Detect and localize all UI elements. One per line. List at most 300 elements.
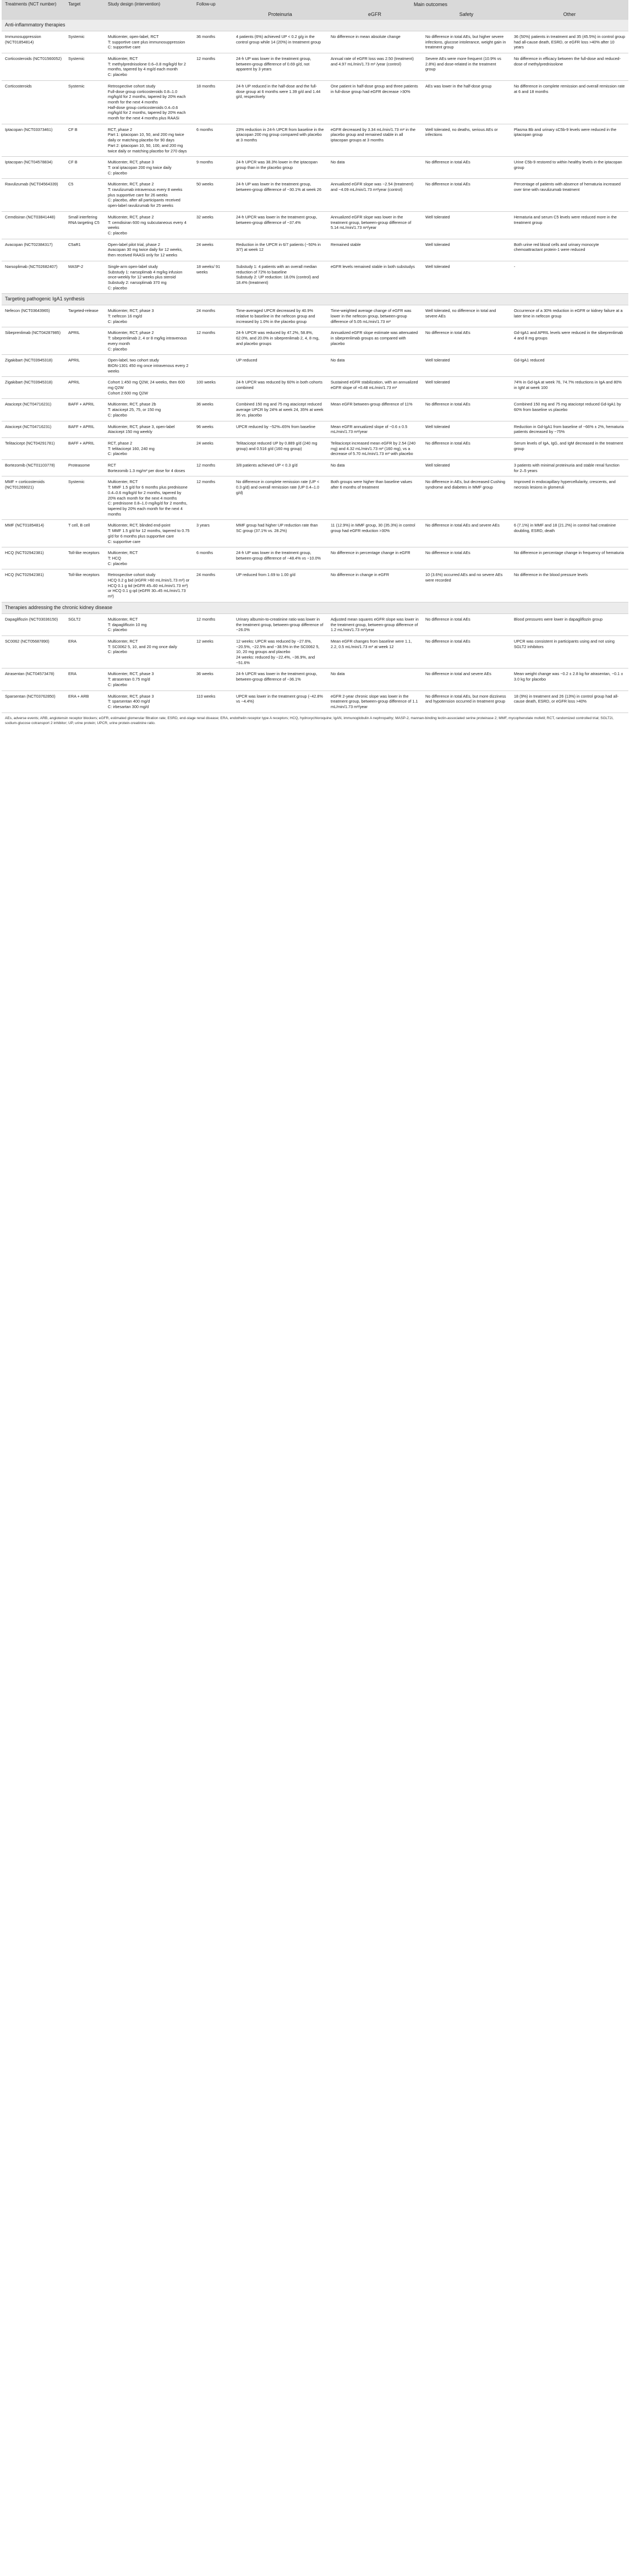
cell-line: Annualized eGFR slope was −2.54 (treatment) and −4.09 mL/min/1.73 m²/year (control) [331, 182, 414, 193]
cell-treatment [2, 31, 65, 53]
cell-line: Systemic [68, 479, 85, 485]
cell-line: 24-h UPCR was lower in the treatment group, between-group difference of −37.4% [236, 214, 317, 225]
cell-other [511, 305, 628, 327]
table-row [2, 53, 628, 81]
cell-safety [422, 261, 511, 294]
cell-line: Well tolerated [425, 214, 450, 220]
cell-line: Remained stable [331, 242, 361, 247]
cell-treatment [2, 690, 65, 712]
cell-egfr [327, 261, 422, 294]
cell-line: Telitacicept (NCT04291781) [5, 440, 55, 446]
cell-line: 32 weeks [196, 214, 213, 220]
cell-line: Blood pressures were lower in dapagliflozin group [514, 616, 603, 622]
cell-follow-up [193, 124, 233, 157]
cell-safety [422, 355, 511, 377]
cell-study-design [105, 399, 193, 421]
cell-treatment [2, 399, 65, 421]
cell-line: 24-h UPCR was reduced by 47.2%, 58.8%, 62.0%, and 20.0% in sibeprenlimab 2, 4, 8 mg, and placebo groups [236, 330, 320, 346]
cell-line: T: atrasentan 0.75 mg/d [108, 677, 150, 682]
cell-line: Mean eGFR annualized slope of −0.6 ± 0.5 mL/min/1.73 m²/year [331, 424, 408, 435]
cell-other [511, 157, 628, 179]
cell-line: Multicenter, RCT, phase 2 [108, 330, 154, 336]
cell-line: Reduction in Gd-IgA1 from baseline of ~66% ± 2%, hematuria patients decreased by ~75% [514, 424, 624, 435]
cell-line: Atacicept 150 mg weekly [108, 429, 152, 435]
cell-line: T: atacicept 25, 75, or 150 mg [108, 407, 161, 413]
cell-line: Gd-IgA1 reduced [514, 358, 545, 363]
cell-line: C5aR1 [68, 242, 81, 247]
cell-study-design [105, 157, 193, 179]
cell-line: ERA + ARB [68, 693, 89, 699]
cell-line: RCT [108, 463, 116, 468]
cell-other [511, 569, 628, 602]
cell-line: UP reduced from 1.69 to 1.00 g/d [236, 572, 295, 578]
cell-line: 50 weeks [196, 182, 213, 187]
cell-line: Multicenter, open-label, RCT [108, 34, 159, 39]
cell-line: C: placebo [108, 231, 127, 235]
table-row [2, 421, 628, 437]
cell-line: SC0062 (NCT05687890) [5, 638, 50, 644]
cell-safety [422, 421, 511, 437]
cell-line: Urinary albumin-to-creatinine ratio was lower in the treatment group, between-group difference of ~26.0% [236, 616, 324, 633]
cell-line: 4 patients (6%) achieved UP < 0.2 g/g in the control group while 14 (20%) in treatment group [236, 34, 321, 45]
cell-line: Cohort 2:600 mg Q2W [108, 390, 149, 396]
cell-line: No difference in AEs, but decreased Cushing syndrome and diabetes in MMF group [425, 479, 506, 490]
cell-line: CF B [68, 160, 78, 165]
cell-line: 100 weeks [196, 380, 216, 385]
table-row [2, 569, 628, 602]
cell-line: 24-h UP reduced in the half-dose and the full-dose group at 6 months were 1.39 g/d and 1.44 g/d, respectively [236, 83, 321, 100]
cell-other [511, 211, 628, 239]
cell-study-design [105, 327, 193, 355]
cell-line: UPCR reduced by ~52%–65% from baseline [236, 424, 316, 429]
cell-follow-up [193, 399, 233, 421]
cell-study-design [105, 520, 193, 547]
cell-line: Ravulizumab (NCT04564339) [5, 182, 58, 187]
cell-line: No difference in total AEs [425, 616, 470, 622]
cell-line: 24 months [196, 572, 216, 578]
cell-line: 23% reduction in 24-h UPCR from baseline in the iptacopan 200 mg group compared with placebo at 3 months [236, 127, 324, 143]
cell-line: MMF + corticosteroids (NCT01269021) [5, 479, 45, 490]
cell-line: Annualized eGFR slope estimate was attenuated in sibeprenlimab groups as compared with placebo [331, 330, 418, 346]
cell-line: Gd-IgA1 and APRIL levels were reduced in the sibeprenlimab 4 and 8 mg groups [514, 330, 623, 341]
cell-follow-up [193, 179, 233, 212]
cell-treatment [2, 547, 65, 569]
section-row [2, 20, 628, 31]
table-header [2, 0, 628, 20]
cell-study-design [105, 31, 193, 53]
cell-line: Multicenter, RCT, phase 2 [108, 214, 154, 220]
cell-line: Multicenter, RCT [108, 638, 138, 644]
cell-safety [422, 377, 511, 399]
cell-line: 110 weeks [196, 693, 216, 699]
header-target: Target [65, 0, 105, 20]
cell-line: BAFF + APRIL [68, 402, 95, 407]
cell-line: UPCR was lower in the treatment group (~42.8% vs ~4.4%) [236, 693, 323, 704]
cell-egfr [327, 124, 422, 157]
cell-line: Part 1: iptacopan 10, 50, and 200 mg twice daily or matching placebo for 90 days [108, 132, 184, 143]
cell-treatment [2, 520, 65, 547]
cell-other [511, 476, 628, 520]
cell-line: T: dapagliflozin 10 mg [108, 622, 147, 627]
cell-egfr [327, 569, 422, 602]
cell-line: 18 months [196, 83, 216, 89]
cell-safety [422, 124, 511, 157]
cell-proteinuria [233, 239, 327, 261]
cell-line: 24-h UP was lower in the treatment group, between-group difference of −30.1% at week 26 [236, 182, 322, 193]
cell-egfr [327, 305, 422, 327]
cell-line: C: placebo [108, 319, 127, 324]
cell-line: Atacicept (NCT04716231) [5, 402, 52, 407]
cell-egfr [327, 421, 422, 437]
cell-line: Substudy 1: narsoplimab 4 mg/kg infusion once-weekly for 12 weeks plus steroid [108, 269, 183, 280]
cell-line: No data [331, 463, 345, 468]
table-footnote: AEs, adverse events; ARB, angiotensin receptor blockers; eGFR, estimated glomerular filtration rate; ESRD, end-stage renal disease; ERA, endothelin receptor type A receptors; HCQ, hydroxychloroquine; IgAN, immunoglobulin A nephropathy; MASP-2, mannan-binding lectin-associated serine proteinase 2; MMF, mycophenolate mofetil; RCT, randomized controlled trial; SGLT2i, sodium-glucose cotransport 2 inhibitor; UP, urine protein; UPCR, urine protein-creatinine ratio. [5, 716, 613, 725]
cell-line: eGFR decreased by 3.34 mL/min/1.73 m² in the placebo group and remained stable in all iptacopan groups at 3 months [331, 127, 416, 143]
cell-follow-up [193, 355, 233, 377]
cell-line: 18 (9%) in treatment and 26 (13%) in control group had all-cause death, ESRD, or eGFR loss >40% [514, 693, 619, 704]
cell-line: T: SC0062 5, 10, and 20 mg once daily [108, 644, 177, 649]
cell-line: Mean weight change was −0.2 ± 2.8 kg for atrasentan, −0.1 ± 3.0 kg for placebo [514, 671, 623, 682]
cell-line: No difference in percentage change in eGFR [331, 550, 410, 556]
cell-proteinuria [233, 80, 327, 124]
cell-line: Systemic [68, 34, 85, 39]
table-row [2, 476, 628, 520]
cell-proteinuria [233, 124, 327, 157]
table-row [2, 399, 628, 421]
cell-safety [422, 569, 511, 602]
cell-line: Multicenter, RCT, phase 3 [108, 693, 154, 699]
cell-line: 36 (50%) patients in treatment and 35 (45.5%) in control group had all-cause death, ESRD, or eGFR loss >40% after 10 years [514, 34, 625, 50]
cell-line: 24 weeks [196, 242, 213, 247]
table-row [2, 124, 628, 157]
cell-safety [422, 399, 511, 421]
cell-line: Both groups were higher than baseline values after 6 months of treatment [331, 479, 413, 490]
cell-line: T: cemdisiran 600 mg subcutaneous every 4 weeks [108, 220, 187, 231]
cell-line: 3 patients with minimal proteinuria and stable renal function for 2–5 years [514, 463, 620, 473]
cell-line: C: placebo [108, 561, 127, 566]
cell-target [65, 690, 105, 712]
cell-line: RCT, phase 2 [108, 127, 133, 132]
cell-egfr [327, 635, 422, 668]
section-title: Anti-inflammatory therapies [2, 20, 628, 31]
cell-egfr [327, 547, 422, 569]
header-proteinuria: Proteinuria [233, 10, 327, 20]
cell-line: Avacopan (NCT02384317) [5, 242, 53, 247]
cell-line: Proteasome [68, 463, 90, 468]
cell-other [511, 53, 628, 81]
cell-line: Dapagliflozin (NCT03036150) [5, 616, 58, 622]
cell-proteinuria [233, 377, 327, 399]
cell-line: Single-arm open-label study [108, 264, 158, 269]
cell-line: 36 weeks [196, 671, 213, 677]
cell-study-design [105, 476, 193, 520]
cell-egfr [327, 355, 422, 377]
cell-safety [422, 239, 511, 261]
cell-safety [422, 668, 511, 690]
cell-line: Mean eGFR between-group difference of 11% [331, 402, 413, 407]
cell-follow-up [193, 421, 233, 437]
cell-line: 3 years [196, 523, 210, 528]
cell-line: Sparsentan (NCT03762850) [5, 693, 56, 699]
table-row [2, 261, 628, 294]
cell-follow-up [193, 547, 233, 569]
cell-treatment [2, 124, 65, 157]
cell-line: Small interfering RNA targeting C5 [68, 214, 100, 225]
cell-treatment [2, 377, 65, 399]
cell-line: Nefecon (NCT03643965) [5, 308, 50, 314]
cell-line: C: prednisone 0.8–1.0 mg/kg/d for 2 months, tapered by 20% each month for the next 4 months [108, 501, 188, 517]
cell-line: No difference in the blood pressure levels [514, 572, 588, 578]
cell-line: Half-dose group corticosteroids 0.4–0.6 mg/kg/d for 2 months, tapered by 20% each month for the next 4 months plus RAASi [108, 105, 186, 121]
cell-egfr [327, 399, 422, 421]
cell-line: C: placebo [108, 682, 127, 687]
cell-line: Atacicept (NCT04716231) [5, 424, 52, 429]
cell-egfr [327, 80, 422, 124]
cell-line: 12 months [196, 330, 216, 336]
cell-study-design [105, 211, 193, 239]
cell-line: Serum levels of IgA, IgG, and IgM decreased in the treatment group [514, 440, 623, 451]
table-row [2, 211, 628, 239]
table-row [2, 437, 628, 459]
cell-target [65, 31, 105, 53]
cell-target [65, 80, 105, 124]
cell-line: Multicenter, RCT, phase 2 [108, 182, 154, 187]
cell-line: Atrasentan (NCT04573478) [5, 671, 54, 677]
cell-line: T: HCQ [108, 555, 121, 561]
cell-line: No difference in total AEs [425, 402, 470, 407]
cell-proteinuria [233, 157, 327, 179]
cell-line: MASP-2 [68, 264, 84, 269]
cell-line: UPCR was consistent in participants using and not using SGLT2 inhibitors [514, 638, 615, 649]
cell-line: No difference in efficacy between the full-dose and reduced-dose of methylprednisolone [514, 56, 621, 67]
cell-line: BAFF + APRIL [68, 424, 95, 429]
cell-target [65, 53, 105, 81]
cell-target [65, 476, 105, 520]
cell-line: 12 weeks [196, 638, 213, 644]
cell-line: 3/8 patients achieved UP < 0.3 g/d [236, 463, 298, 468]
cell-proteinuria [233, 355, 327, 377]
cell-line: Corticosteroids [5, 83, 32, 89]
cell-line: No difference in total AEs [425, 550, 470, 556]
cell-line: 6 (7.1%) in MMF and 18 (21.2%) in control had creatinine doubling, ESRD, death [514, 523, 616, 534]
cell-line: 24 months [196, 308, 216, 314]
cell-line: 12 weeks: UPCR was reduced by ~27.6%, ~20.5%, ~22.5% and ~38.5% in the SC0062 5, 10, 20 mg groups and placebo [236, 638, 320, 655]
cell-line: Avacopan 30 mg twice daily for 12 weeks, then received RAASi only for 12 weeks [108, 247, 183, 258]
cell-target [65, 668, 105, 690]
cell-line: 24-h UPCR was 38.3% lower in the iptacopan group than in the placebo group [236, 160, 318, 170]
cell-other [511, 399, 628, 421]
cell-other [511, 547, 628, 569]
cell-follow-up [193, 569, 233, 602]
clinical-trials-table [2, 0, 628, 713]
section-title: Targeting pathogenic IgA1 synthesis [2, 294, 628, 305]
section-title: Therapies addressing the chronic kidney disease [2, 602, 628, 613]
cell-other [511, 690, 628, 712]
cell-line: Urine C5b-9 restored to within healthy levels in the iptacopan group [514, 160, 622, 170]
cell-target [65, 547, 105, 569]
cell-line: 12 months [196, 463, 216, 468]
cell-target [65, 437, 105, 459]
cell-study-design [105, 547, 193, 569]
cell-target [65, 520, 105, 547]
cell-safety [422, 80, 511, 124]
cell-target [65, 239, 105, 261]
cell-line: T: methylprednisolone 0.6–0.8 mg/kg/d for 2 months, tapered by 4 mg/d each month [108, 61, 186, 72]
cell-other [511, 668, 628, 690]
cell-line: Part 2: iptacopan 10, 50, 100, and 200 mg twice daily or matching placebo for 270 days [108, 142, 187, 154]
cell-other [511, 355, 628, 377]
cell-follow-up [193, 460, 233, 476]
table-row [2, 327, 628, 355]
cell-line: Immunosuppression (NCT01854814) [5, 34, 41, 45]
table-row [2, 613, 628, 635]
cell-treatment [2, 327, 65, 355]
cell-line: HCQ 0.2 g bid (eGFR >60 mL/min/1.73 m²) or HCQ 0.1 g tid (eGFR 45–60 mL/min/1.73 m²) or HCQ 0.1 g qd (eGFR 30–45 mL/min/1.73 m²) [108, 578, 190, 599]
cell-proteinuria [233, 179, 327, 212]
cell-treatment [2, 239, 65, 261]
cell-line: Multicenter, RCT [108, 56, 138, 62]
cell-follow-up [193, 668, 233, 690]
cell-line: C: placebo [108, 72, 127, 78]
cell-target [65, 635, 105, 668]
cell-proteinuria [233, 569, 327, 602]
cell-follow-up [193, 520, 233, 547]
cell-other [511, 520, 628, 547]
cell-line: 12 months [196, 616, 216, 622]
cell-line: Multicenter, RCT [108, 550, 138, 556]
cell-line: No difference in total AEs, but more dizziness and hypotension occurred in treatment group [425, 693, 506, 704]
cell-line: Multicenter, RCT [108, 616, 138, 622]
cell-proteinuria [233, 547, 327, 569]
cell-line: Open-label pilot trial, phase 2 [108, 242, 160, 247]
cell-line: No difference in total AEs [425, 440, 470, 446]
cell-follow-up [193, 157, 233, 179]
header-safety: Safety [422, 10, 511, 20]
cell-proteinuria [233, 635, 327, 668]
cell-line: C: placebo [108, 649, 127, 655]
cell-line: BION-1301 450 mg once intravenous every 2 weeks [108, 363, 189, 374]
cell-egfr [327, 437, 422, 459]
cell-study-design [105, 668, 193, 690]
cell-follow-up [193, 377, 233, 399]
cell-proteinuria [233, 421, 327, 437]
table-row [2, 668, 628, 690]
cell-other [511, 327, 628, 355]
cell-other [511, 613, 628, 635]
cell-follow-up [193, 437, 233, 459]
cell-line: Sibeprenlimab (NCT04287985) [5, 330, 61, 336]
cell-safety [422, 305, 511, 327]
cell-line: T: sibeprenlimab 2, 4 or 8 mg/kg intravenous every month [108, 336, 187, 346]
cell-proteinuria [233, 668, 327, 690]
cell-proteinuria [233, 53, 327, 81]
cell-other [511, 635, 628, 668]
cell-line: Adjusted mean squares eGFR slope was lower in the treatment group, between-group difference of 1.2 mL/min/1.73 m²/year [331, 616, 419, 633]
cell-treatment [2, 53, 65, 81]
cell-line: 96 weeks [196, 424, 213, 429]
header-main-outcomes: Main outcomes [233, 0, 628, 10]
cell-treatment [2, 261, 65, 294]
cell-line: 74% in Gd-IgA at week 76, 74.7% reductions in IgA and 80% in IgM at week 100 [514, 380, 622, 391]
cell-line: 24-h UPCR was lower in the treatment group, between-group difference of −36.1% [236, 671, 317, 682]
header-design: Study design (intervention) [105, 0, 193, 20]
cell-line: UP reduced [236, 358, 258, 363]
cell-line: Bortezomib (NCT01103778) [5, 463, 55, 468]
table-row [2, 157, 628, 179]
cell-line: Multicenter, RCT, phase 3 [108, 671, 154, 677]
cell-safety [422, 327, 511, 355]
cell-line: No difference in mean absolute change [331, 34, 401, 39]
cell-line: 24 weeks [196, 440, 213, 446]
cell-egfr [327, 476, 422, 520]
cell-line: Multicenter, RCT [108, 479, 138, 485]
cell-target [65, 305, 105, 327]
cell-egfr [327, 211, 422, 239]
cell-target [65, 377, 105, 399]
cell-line: Well tolerated, no difference in total and severe AEs [425, 308, 496, 319]
cell-line: Well tolerated [425, 424, 450, 429]
cell-follow-up [193, 476, 233, 520]
cell-line: C5 [68, 182, 74, 187]
cell-line: Toll-like receptors [68, 572, 100, 578]
cell-other [511, 421, 628, 437]
cell-line: Zigakibart (NCT03945318) [5, 358, 53, 363]
cell-line: No difference in total AEs [425, 330, 470, 336]
cell-egfr [327, 460, 422, 476]
cell-follow-up [193, 211, 233, 239]
cell-target [65, 157, 105, 179]
cell-safety [422, 53, 511, 81]
cell-line: Reduction in the UPCR in 6/7 patients (~50% in 3/7) at week 12 [236, 242, 321, 253]
cell-target [65, 569, 105, 602]
cell-line: C: placebo [108, 346, 127, 352]
cell-line: Iptacopan (NCT03373461) [5, 127, 53, 132]
cell-line: 6 months [196, 550, 213, 556]
cell-line: Hematuria and serum C5 levels were reduced more in the treatment group [514, 214, 617, 225]
table-row [2, 179, 628, 212]
cell-line: 12 months [196, 56, 216, 62]
cell-line: No difference in change in eGFR [331, 572, 390, 578]
header-other: Other [511, 10, 628, 20]
cell-line: Telitacicept reduced UP by 0.889 g/d (240 mg group) and 0.516 g/d (160 mg group) [236, 440, 317, 451]
cell-other [511, 239, 628, 261]
cell-study-design [105, 80, 193, 124]
cell-other [511, 124, 628, 157]
cell-line: Substudy 2: narsoplimab 370 mg [108, 279, 167, 285]
cell-line: Substudy 1: 4 patients with an overall median reduction of 72% to baseline [236, 264, 317, 275]
cell-line: Well tolerated [425, 264, 450, 269]
cell-line: 36 weeks [196, 402, 213, 407]
cell-safety [422, 211, 511, 239]
cell-line: Percentage of patients with absence of hematuria increased over time with ravulizumab treatment [514, 182, 621, 193]
cell-line: Systemic [68, 83, 85, 89]
cell-line: Sustained eGFR stabilization, with an annualized eGFR slope of +0.48 mL/min/1.73 m² [331, 380, 418, 391]
cell-line: Multicenter, RCT, blinded end-point [108, 523, 171, 528]
cell-target [65, 261, 105, 294]
cell-line: Time-averaged UPCR decreased by 40.9% relative to baseline in the nefecon group and increased by 1.0% in the placebo group [236, 308, 315, 324]
cell-line: HCQ (NCT02942381) [5, 572, 44, 578]
cell-line: Systemic [68, 56, 85, 62]
table-row [2, 547, 628, 569]
table-row [2, 690, 628, 712]
cell-line: No difference in percentage change in frequency of hematuria [514, 550, 624, 556]
cell-line: Cohort 1:450 mg Q2W, 24 weeks, then 600 mg Q2W [108, 380, 185, 391]
cell-line: 18 weeks/ 91 weeks [196, 264, 220, 275]
table-row [2, 520, 628, 547]
cell-study-design [105, 421, 193, 437]
cell-line: eGFR levels remained stable in both substudys [331, 264, 415, 269]
cell-proteinuria [233, 399, 327, 421]
